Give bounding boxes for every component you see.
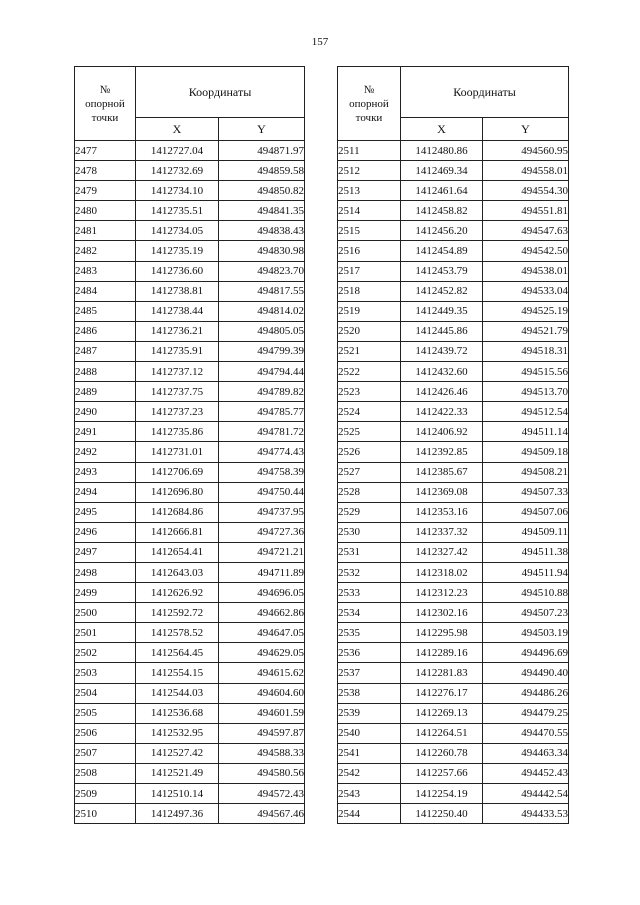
x-coordinate-cell: 1412735.91 — [136, 341, 219, 361]
x-coordinate-cell: 1412254.19 — [401, 784, 483, 804]
table-row — [338, 161, 569, 181]
point-number-cell: 2517 — [338, 261, 401, 281]
point-number-cell: 2518 — [338, 281, 401, 301]
x-coordinate-cell: 1412643.03 — [136, 562, 219, 582]
y-coordinate-cell: 494588.33 — [219, 743, 305, 763]
table-row — [75, 482, 305, 502]
y-coordinate-cell: 494507.33 — [483, 482, 569, 502]
y-coordinate-cell: 494662.86 — [219, 603, 305, 623]
table-row — [338, 201, 569, 221]
table-row — [75, 241, 305, 261]
y-coordinate-cell: 494838.43 — [219, 221, 305, 241]
y-coordinate-cell: 494490.40 — [483, 663, 569, 683]
table-row — [75, 422, 305, 442]
x-coordinate-cell: 1412289.16 — [401, 643, 483, 663]
y-coordinate-cell: 494558.01 — [483, 161, 569, 181]
x-coordinate-cell: 1412406.92 — [401, 422, 483, 442]
point-number-cell: 2535 — [338, 623, 401, 643]
y-coordinate-cell: 494799.39 — [219, 341, 305, 361]
point-number-cell: 2540 — [338, 723, 401, 743]
x-coordinate-cell: 1412654.41 — [136, 542, 219, 562]
point-number-cell: 2536 — [338, 643, 401, 663]
table-row — [75, 623, 305, 643]
table-row — [75, 663, 305, 683]
y-coordinate-cell: 494597.87 — [219, 723, 305, 743]
point-number-cell: 2529 — [338, 502, 401, 522]
point-number-cell: 2521 — [338, 341, 401, 361]
point-number-cell: 2497 — [75, 542, 136, 562]
point-number-cell: 2479 — [75, 181, 136, 201]
y-coordinate-cell: 494647.05 — [219, 623, 305, 643]
point-number-cell: 2528 — [338, 482, 401, 502]
x-coordinate-cell: 1412260.78 — [401, 743, 483, 763]
point-number-header-line: точки — [91, 111, 119, 124]
x-coordinate-cell: 1412456.20 — [401, 221, 483, 241]
y-coordinate-cell: 494580.56 — [219, 763, 305, 783]
table-row — [338, 542, 569, 562]
point-number-cell: 2512 — [338, 161, 401, 181]
point-number-cell: 2486 — [75, 321, 136, 341]
table-row — [75, 703, 305, 723]
y-coordinate-cell: 494496.69 — [483, 643, 569, 663]
table-row — [338, 181, 569, 201]
point-number-cell: 2482 — [75, 241, 136, 261]
x-coordinate-cell: 1412737.75 — [136, 382, 219, 402]
x-coordinate-cell: 1412735.51 — [136, 201, 219, 221]
x-coordinate-cell: 1412439.72 — [401, 341, 483, 361]
table-row — [338, 281, 569, 301]
point-number-cell: 2530 — [338, 522, 401, 542]
table-row — [75, 603, 305, 623]
point-number-cell: 2532 — [338, 562, 401, 582]
point-number-cell: 2494 — [75, 482, 136, 502]
table-row — [75, 743, 305, 763]
table-row — [338, 562, 569, 582]
point-number-cell: 2509 — [75, 784, 136, 804]
table-row — [75, 763, 305, 783]
table-row — [338, 382, 569, 402]
x-coordinate-cell: 1412480.86 — [401, 141, 483, 161]
y-coordinate-cell: 494511.38 — [483, 542, 569, 562]
point-number-cell: 2508 — [75, 763, 136, 783]
x-coordinate-cell: 1412736.21 — [136, 321, 219, 341]
table-row — [75, 301, 305, 321]
point-number-cell: 2480 — [75, 201, 136, 221]
y-coordinate-cell: 494503.19 — [483, 623, 569, 643]
table-row — [338, 683, 569, 703]
y-coordinate-cell: 494789.82 — [219, 382, 305, 402]
x-coordinate-cell: 1412735.19 — [136, 241, 219, 261]
point-number-header-line: точки — [355, 111, 383, 124]
point-number-cell: 2483 — [75, 261, 136, 281]
x-coordinate-cell: 1412392.85 — [401, 442, 483, 462]
table-row — [75, 804, 305, 824]
y-coordinate-cell: 494547.63 — [483, 221, 569, 241]
table-row — [75, 542, 305, 562]
x-coordinate-cell: 1412422.33 — [401, 402, 483, 422]
point-number-cell: 2544 — [338, 804, 401, 824]
table-row — [75, 181, 305, 201]
x-coordinate-cell: 1412453.79 — [401, 261, 483, 281]
x-coordinate-cell: 1412734.10 — [136, 181, 219, 201]
y-coordinate-cell: 494463.34 — [483, 743, 569, 763]
point-number-cell: 2492 — [75, 442, 136, 462]
y-coordinate-cell: 494737.95 — [219, 502, 305, 522]
point-number-cell: 2498 — [75, 562, 136, 582]
point-number-header — [338, 67, 401, 141]
y-coordinate-cell: 494830.98 — [219, 241, 305, 261]
point-number-cell: 2478 — [75, 161, 136, 181]
table-row — [338, 141, 569, 161]
x-coordinate-cell: 1412738.44 — [136, 301, 219, 321]
x-coordinate-cell: 1412302.16 — [401, 603, 483, 623]
x-coordinate-cell: 1412554.15 — [136, 663, 219, 683]
x-coordinate-cell: 1412327.42 — [401, 542, 483, 562]
x-coordinate-cell: 1412684.86 — [136, 502, 219, 522]
point-number-cell: 2527 — [338, 462, 401, 482]
y-coordinate-cell: 494823.70 — [219, 261, 305, 281]
y-coordinate-cell: 494542.50 — [483, 241, 569, 261]
x-coordinate-cell: 1412257.66 — [401, 763, 483, 783]
y-coordinate-cell: 494521.79 — [483, 321, 569, 341]
x-coordinate-cell: 1412706.69 — [136, 462, 219, 482]
point-number-cell: 2500 — [75, 603, 136, 623]
y-coordinate-cell: 494538.01 — [483, 261, 569, 281]
x-coordinate-cell: 1412369.08 — [401, 482, 483, 502]
table-row — [75, 161, 305, 181]
x-coordinate-cell: 1412736.60 — [136, 261, 219, 281]
x-coordinate-cell: 1412738.81 — [136, 281, 219, 301]
x-coordinate-cell: 1412312.23 — [401, 583, 483, 603]
point-number-cell: 2511 — [338, 141, 401, 161]
table-row — [75, 522, 305, 542]
table-row — [338, 221, 569, 241]
y-coordinate-cell: 494508.21 — [483, 462, 569, 482]
table-row — [338, 743, 569, 763]
point-number-cell: 2526 — [338, 442, 401, 462]
x-header: X — [401, 118, 483, 141]
y-coordinate-cell: 494518.31 — [483, 341, 569, 361]
y-coordinate-cell: 494615.62 — [219, 663, 305, 683]
table-row — [75, 382, 305, 402]
point-number-cell: 2495 — [75, 502, 136, 522]
x-coordinate-cell: 1412544.03 — [136, 683, 219, 703]
table-row — [338, 362, 569, 382]
point-number-header — [75, 67, 136, 141]
point-number-cell: 2503 — [75, 663, 136, 683]
y-coordinate-cell: 494513.70 — [483, 382, 569, 402]
x-coordinate-cell: 1412264.51 — [401, 723, 483, 743]
y-coordinate-cell: 494758.39 — [219, 462, 305, 482]
y-coordinate-cell: 494551.81 — [483, 201, 569, 221]
x-coordinate-cell: 1412564.45 — [136, 643, 219, 663]
table-row — [338, 522, 569, 542]
point-number-cell: 2542 — [338, 763, 401, 783]
point-number-header-line: № — [99, 83, 111, 96]
x-coordinate-cell: 1412452.82 — [401, 281, 483, 301]
x-coordinate-cell: 1412426.46 — [401, 382, 483, 402]
point-number-cell: 2523 — [338, 382, 401, 402]
y-header: Y — [219, 118, 305, 141]
x-coordinate-cell: 1412469.34 — [401, 161, 483, 181]
y-coordinate-cell: 494567.46 — [219, 804, 305, 824]
x-coordinate-cell: 1412353.16 — [401, 502, 483, 522]
x-coordinate-cell: 1412532.95 — [136, 723, 219, 743]
x-coordinate-cell: 1412578.52 — [136, 623, 219, 643]
x-coordinate-cell: 1412592.72 — [136, 603, 219, 623]
point-number-cell: 2488 — [75, 362, 136, 382]
y-coordinate-cell: 494601.59 — [219, 703, 305, 723]
table-row — [338, 341, 569, 361]
x-header: X — [136, 118, 219, 141]
coordinates-table-right — [337, 66, 569, 824]
table-row — [75, 462, 305, 482]
y-coordinate-cell: 494814.02 — [219, 301, 305, 321]
x-coordinate-cell: 1412727.04 — [136, 141, 219, 161]
table-row — [338, 784, 569, 804]
y-coordinate-cell: 494507.23 — [483, 603, 569, 623]
table-row — [75, 562, 305, 582]
point-number-cell: 2504 — [75, 683, 136, 703]
point-number-cell: 2489 — [75, 382, 136, 402]
table-row — [338, 703, 569, 723]
y-coordinate-cell: 494841.35 — [219, 201, 305, 221]
y-coordinate-cell: 494486.26 — [483, 683, 569, 703]
table-row — [338, 583, 569, 603]
y-coordinate-cell: 494533.04 — [483, 281, 569, 301]
point-number-cell: 2513 — [338, 181, 401, 201]
point-number-cell: 2493 — [75, 462, 136, 482]
table-row — [338, 402, 569, 422]
x-coordinate-cell: 1412735.86 — [136, 422, 219, 442]
y-coordinate-cell: 494794.44 — [219, 362, 305, 382]
table-row — [75, 784, 305, 804]
y-coordinate-cell: 494512.54 — [483, 402, 569, 422]
point-number-cell: 2541 — [338, 743, 401, 763]
y-coordinate-cell: 494604.60 — [219, 683, 305, 703]
y-coordinate-cell: 494805.05 — [219, 321, 305, 341]
y-coordinate-cell: 494442.54 — [483, 784, 569, 804]
y-coordinate-cell: 494785.77 — [219, 402, 305, 422]
table-row — [75, 683, 305, 703]
x-coordinate-cell: 1412737.12 — [136, 362, 219, 382]
coordinates-header: Координаты — [136, 67, 305, 118]
x-coordinate-cell: 1412281.83 — [401, 663, 483, 683]
point-number-cell: 2477 — [75, 141, 136, 161]
table-row — [338, 603, 569, 623]
point-number-cell: 2487 — [75, 341, 136, 361]
table-row — [75, 281, 305, 301]
point-number-cell: 2484 — [75, 281, 136, 301]
point-number-cell: 2481 — [75, 221, 136, 241]
x-coordinate-cell: 1412731.01 — [136, 442, 219, 462]
point-number-cell: 2505 — [75, 703, 136, 723]
y-coordinate-cell: 494525.19 — [483, 301, 569, 321]
x-coordinate-cell: 1412269.13 — [401, 703, 483, 723]
table-row — [75, 442, 305, 462]
table-row — [75, 261, 305, 281]
point-number-cell: 2514 — [338, 201, 401, 221]
table-row — [338, 723, 569, 743]
x-coordinate-cell: 1412626.92 — [136, 583, 219, 603]
point-number-cell: 2537 — [338, 663, 401, 683]
x-coordinate-cell: 1412337.32 — [401, 522, 483, 542]
point-number-cell: 2519 — [338, 301, 401, 321]
y-coordinate-cell: 494510.88 — [483, 583, 569, 603]
y-coordinate-cell: 494696.05 — [219, 583, 305, 603]
x-coordinate-cell: 1412696.80 — [136, 482, 219, 502]
y-coordinate-cell: 494629.05 — [219, 643, 305, 663]
x-coordinate-cell: 1412250.40 — [401, 804, 483, 824]
table-row — [75, 643, 305, 663]
y-header: Y — [483, 118, 569, 141]
x-coordinate-cell: 1412536.68 — [136, 703, 219, 723]
x-coordinate-cell: 1412385.67 — [401, 462, 483, 482]
table-row — [75, 201, 305, 221]
y-coordinate-cell: 494507.06 — [483, 502, 569, 522]
point-number-cell: 2525 — [338, 422, 401, 442]
x-coordinate-cell: 1412732.69 — [136, 161, 219, 181]
table-row — [338, 301, 569, 321]
y-coordinate-cell: 494509.18 — [483, 442, 569, 462]
y-coordinate-cell: 494750.44 — [219, 482, 305, 502]
table-row — [75, 723, 305, 743]
point-number-cell: 2534 — [338, 603, 401, 623]
y-coordinate-cell: 494711.89 — [219, 562, 305, 582]
y-coordinate-cell: 494781.72 — [219, 422, 305, 442]
table-row — [75, 583, 305, 603]
point-number-cell: 2531 — [338, 542, 401, 562]
point-number-cell: 2533 — [338, 583, 401, 603]
point-number-cell: 2501 — [75, 623, 136, 643]
table-row — [338, 482, 569, 502]
x-coordinate-cell: 1412461.64 — [401, 181, 483, 201]
coordinates-header: Координаты — [401, 67, 569, 118]
point-number-cell: 2522 — [338, 362, 401, 382]
page-number: 157 — [311, 36, 329, 48]
x-coordinate-cell: 1412737.23 — [136, 402, 219, 422]
point-number-cell: 2507 — [75, 743, 136, 763]
y-coordinate-cell: 494479.25 — [483, 703, 569, 723]
point-number-cell: 2538 — [338, 683, 401, 703]
y-coordinate-cell: 494554.30 — [483, 181, 569, 201]
y-coordinate-cell: 494511.14 — [483, 422, 569, 442]
point-number-cell: 2499 — [75, 583, 136, 603]
point-number-cell: 2510 — [75, 804, 136, 824]
y-coordinate-cell: 494572.43 — [219, 784, 305, 804]
table-row — [75, 321, 305, 341]
x-coordinate-cell: 1412276.17 — [401, 683, 483, 703]
x-coordinate-cell: 1412454.89 — [401, 241, 483, 261]
table-row — [338, 442, 569, 462]
point-number-cell: 2539 — [338, 703, 401, 723]
table-row — [338, 763, 569, 783]
y-coordinate-cell: 494470.55 — [483, 723, 569, 743]
x-coordinate-cell: 1412666.81 — [136, 522, 219, 542]
table-row — [75, 141, 305, 161]
table-row — [338, 462, 569, 482]
x-coordinate-cell: 1412432.60 — [401, 362, 483, 382]
x-coordinate-cell: 1412295.98 — [401, 623, 483, 643]
x-coordinate-cell: 1412445.86 — [401, 321, 483, 341]
table-row — [75, 341, 305, 361]
point-number-cell: 2490 — [75, 402, 136, 422]
table-row — [338, 643, 569, 663]
point-number-cell: 2515 — [338, 221, 401, 241]
table-row — [338, 261, 569, 281]
x-coordinate-cell: 1412521.49 — [136, 763, 219, 783]
table-row — [338, 502, 569, 522]
point-number-header-line: опорной — [349, 97, 389, 110]
point-number-cell: 2516 — [338, 241, 401, 261]
table-row — [338, 321, 569, 341]
point-number-cell: 2524 — [338, 402, 401, 422]
y-coordinate-cell: 494452.43 — [483, 763, 569, 783]
table-row — [75, 362, 305, 382]
table-row — [75, 221, 305, 241]
y-coordinate-cell: 494774.43 — [219, 442, 305, 462]
y-coordinate-cell: 494433.53 — [483, 804, 569, 824]
y-coordinate-cell: 494721.21 — [219, 542, 305, 562]
point-number-header-line: опорной — [85, 97, 125, 110]
y-coordinate-cell: 494509.11 — [483, 522, 569, 542]
table-row — [75, 502, 305, 522]
x-coordinate-cell: 1412527.42 — [136, 743, 219, 763]
point-number-cell: 2543 — [338, 784, 401, 804]
point-number-cell: 2496 — [75, 522, 136, 542]
table-row — [338, 241, 569, 261]
table-row — [338, 623, 569, 643]
x-coordinate-cell: 1412318.02 — [401, 562, 483, 582]
table-row — [338, 422, 569, 442]
y-coordinate-cell: 494511.94 — [483, 562, 569, 582]
y-coordinate-cell: 494515.56 — [483, 362, 569, 382]
table-row — [338, 804, 569, 824]
x-coordinate-cell: 1412734.05 — [136, 221, 219, 241]
y-coordinate-cell: 494560.95 — [483, 141, 569, 161]
point-number-cell: 2520 — [338, 321, 401, 341]
x-coordinate-cell: 1412458.82 — [401, 201, 483, 221]
y-coordinate-cell: 494727.36 — [219, 522, 305, 542]
point-number-header-line: № — [363, 83, 375, 96]
table-row — [75, 402, 305, 422]
y-coordinate-cell: 494871.97 — [219, 141, 305, 161]
point-number-cell: 2485 — [75, 301, 136, 321]
y-coordinate-cell: 494817.55 — [219, 281, 305, 301]
point-number-cell: 2502 — [75, 643, 136, 663]
x-coordinate-cell: 1412497.36 — [136, 804, 219, 824]
x-coordinate-cell: 1412449.35 — [401, 301, 483, 321]
x-coordinate-cell: 1412510.14 — [136, 784, 219, 804]
point-number-cell: 2491 — [75, 422, 136, 442]
table-row — [338, 663, 569, 683]
y-coordinate-cell: 494850.82 — [219, 181, 305, 201]
point-number-cell: 2506 — [75, 723, 136, 743]
coordinates-table-left — [74, 66, 305, 824]
y-coordinate-cell: 494859.58 — [219, 161, 305, 181]
